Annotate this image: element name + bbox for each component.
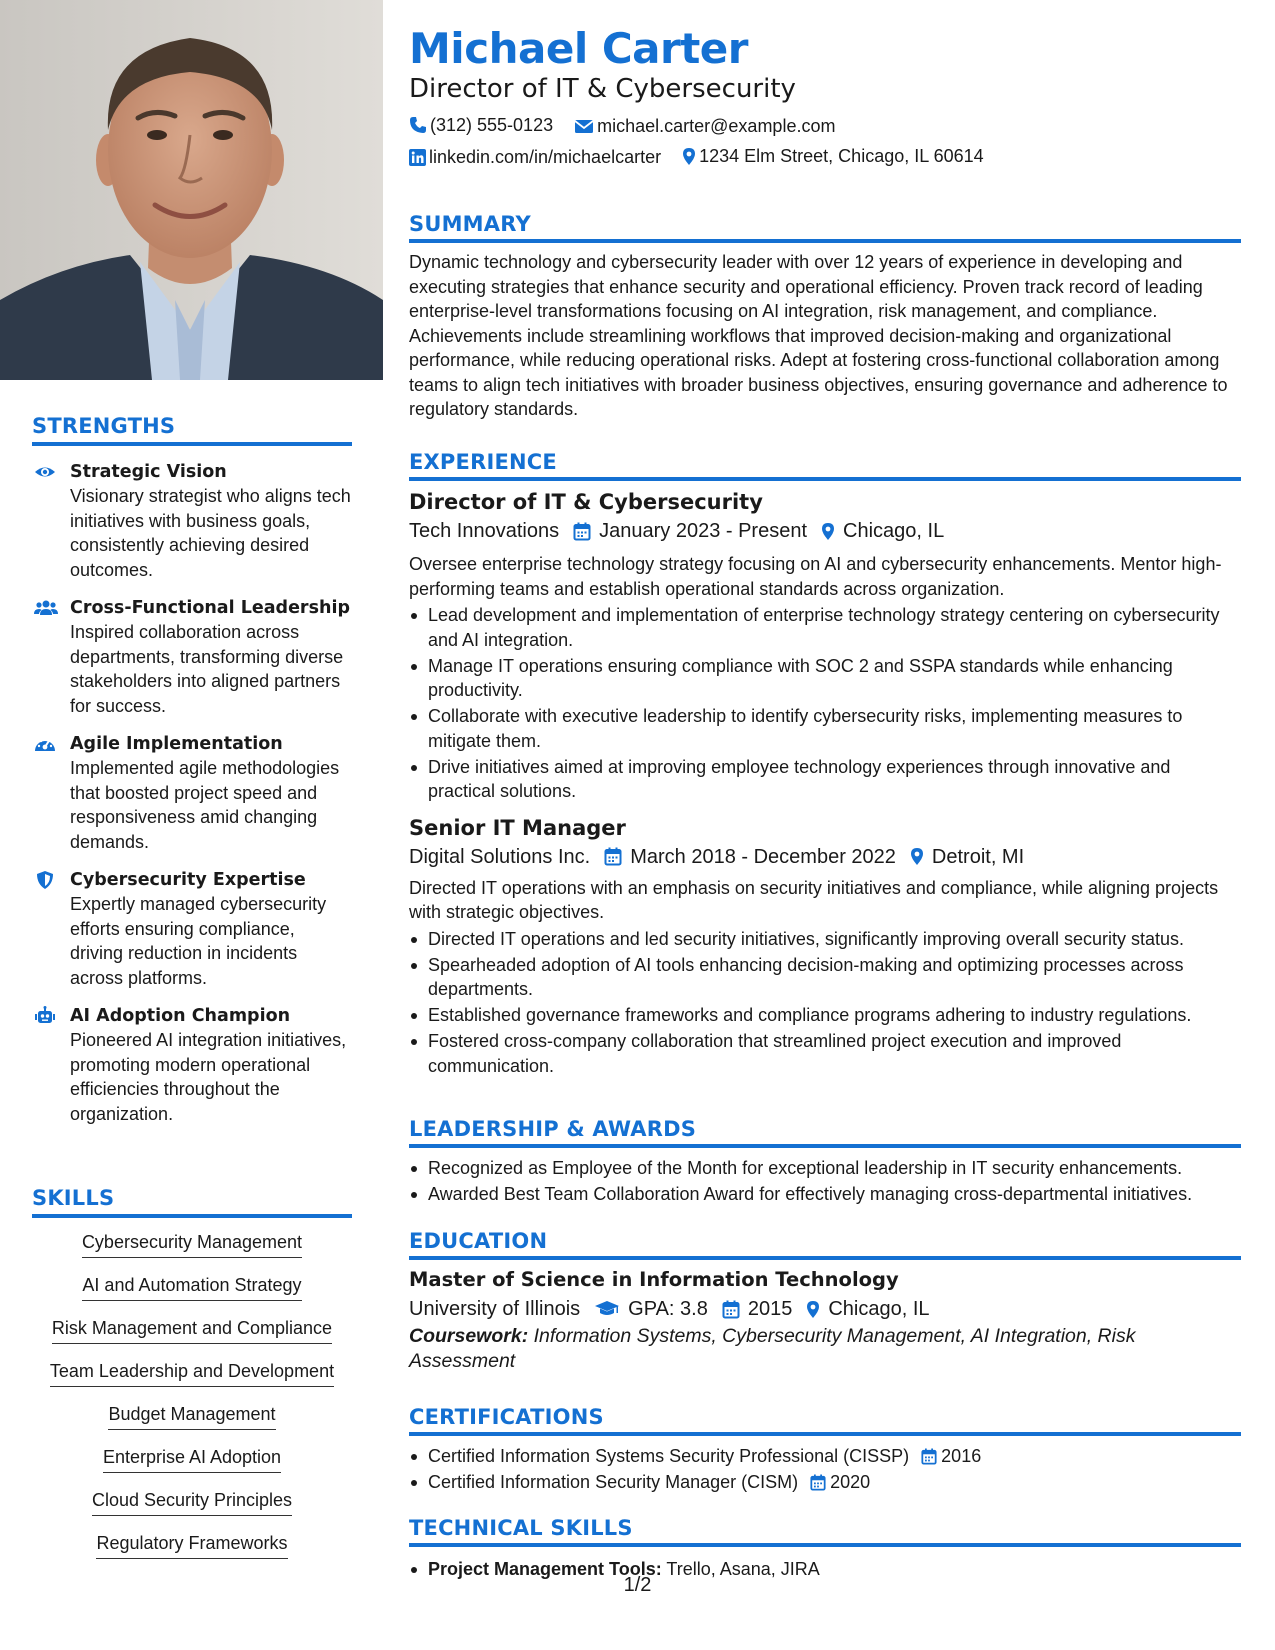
- job-meta: [409, 842, 1241, 872]
- job-location: Chicago, IL: [843, 520, 945, 542]
- sidebar: [0, 0, 383, 1650]
- calendar-icon: [604, 847, 622, 866]
- page-number: 1/2: [623, 1574, 652, 1596]
- certification-name: Certified Information Systems Security Professional (CISSP): [428, 1446, 910, 1466]
- strength-title: Strategic Vision: [70, 462, 227, 482]
- education-heading: EDUCATION: [409, 1229, 548, 1253]
- strength-title: AI Adoption Champion: [70, 1006, 291, 1026]
- job-entry: [409, 814, 1241, 1079]
- gauge-icon: [34, 734, 56, 754]
- degree-title: Master of Science in Information Technology: [409, 1268, 899, 1291]
- certification-item: [409, 1444, 1241, 1469]
- strength-description: Expertly managed cybersecurity efforts ensuring compliance, driving reduction in incidents across platforms.: [70, 894, 327, 988]
- strengths-heading: STRENGTHS: [32, 414, 176, 438]
- strength-title: Agile Implementation: [70, 734, 283, 754]
- technical-skill-label: Project Management Tools:: [428, 1559, 662, 1579]
- certifications-heading: CERTIFICATIONS: [409, 1405, 604, 1429]
- skill-tag: Enterprise AI Adoption: [103, 1445, 281, 1473]
- skills-heading: SKILLS: [32, 1186, 115, 1210]
- strength-description: Implemented agile methodologies that boosted project speed and responsiveness amid changing demands.: [70, 758, 340, 852]
- job-bullets: [409, 603, 1241, 804]
- experience-section: [409, 450, 1241, 1080]
- strength-title: Cross-Functional Leadership: [70, 598, 350, 618]
- certification-item: [409, 1470, 1241, 1495]
- calendar-icon: [573, 522, 591, 541]
- profile-photo: [0, 0, 383, 380]
- strengths-divider: [32, 442, 352, 446]
- awards-divider: [409, 1144, 1241, 1148]
- experience-divider: [409, 477, 1241, 481]
- award-item: Recognized as Employee of the Month for exceptional leadership in IT security enhancements.: [409, 1156, 1241, 1181]
- company-name: Tech Innovations: [409, 520, 560, 542]
- strength-description: Inspired collaboration across departments, transforming diverse stakeholders into aligned partners for success.: [70, 622, 344, 716]
- job-dates: March 2018 - December 2022: [630, 845, 896, 868]
- skill-tag: Risk Management and Compliance: [52, 1316, 332, 1344]
- coursework: [409, 1324, 1241, 1374]
- calendar-icon: [722, 1300, 740, 1319]
- eye-icon: [34, 462, 56, 482]
- strength-description: Pioneered AI integration initiatives, promoting modern operational efficiencies throughout the organization.: [70, 1030, 347, 1124]
- strength-title: Cybersecurity Expertise: [70, 870, 306, 890]
- coursework-text: Information Systems, Cybersecurity Management, AI Integration, Risk Assessment: [409, 1325, 1136, 1372]
- address-contact: [682, 144, 984, 168]
- email-text: michael.carter@example.com: [597, 116, 836, 136]
- job-summary: Directed IT operations with an emphasis on security initiatives and compliance, while aligning projects with strategic objectives.: [409, 877, 1219, 922]
- strength-item: [32, 868, 352, 990]
- candidate-name: Michael Carter: [409, 24, 748, 73]
- candidate-title: Director of IT & Cybersecurity: [409, 74, 796, 104]
- robot-icon: [34, 1006, 56, 1026]
- summary-heading: SUMMARY: [409, 212, 531, 236]
- job-bullets: [409, 927, 1241, 1079]
- job-bullet: Manage IT operations ensuring compliance with SOC 2 and SSPA standards while enhancing productivity.: [409, 654, 1241, 703]
- coursework-label: Coursework:: [409, 1325, 529, 1347]
- phone-contact[interactable]: [409, 113, 553, 137]
- shield-icon: [34, 870, 56, 890]
- calendar-icon: [921, 1448, 937, 1465]
- linkedin-text: linkedin.com/in/michaelcarter: [429, 147, 662, 167]
- job-title: Director of IT & Cybersecurity: [409, 490, 763, 514]
- map-pin-icon: [910, 847, 924, 866]
- award-item: Awarded Best Team Collaboration Award for effectively managing cross-departmental initiatives.: [409, 1182, 1241, 1207]
- users-icon: [34, 598, 56, 618]
- certifications-divider: [409, 1432, 1241, 1436]
- graduation-cap-icon: [594, 1300, 620, 1318]
- job-bullet: Established governance frameworks and compliance programs adhering to industry regulations.: [409, 1003, 1241, 1028]
- technical-skills-divider: [409, 1543, 1241, 1547]
- map-pin-icon: [682, 147, 696, 166]
- technical-skills-section: [409, 1516, 1241, 1583]
- graduation-year: 2015: [747, 1298, 793, 1320]
- strength-item: [32, 732, 352, 854]
- school-name: University of Illinois: [409, 1298, 581, 1320]
- map-pin-icon: [821, 522, 835, 541]
- strengths-section: [32, 414, 352, 1126]
- envelope-icon: [574, 118, 594, 134]
- job-summary: Oversee enterprise technology strategy focusing on AI and cybersecurity enhancements. Mentor high-performing teams and establish operational standards across organization.: [409, 554, 1222, 599]
- phone-icon: [409, 116, 427, 134]
- job-dates: January 2023 - Present: [599, 520, 808, 542]
- technical-skill-value: Trello, Asana, JIRA: [661, 1559, 820, 1579]
- summary-section: [409, 212, 1241, 422]
- job-meta: [409, 516, 1241, 546]
- address-text: 1234 Elm Street, Chicago, IL 60614: [699, 146, 984, 166]
- job-location: Detroit, MI: [931, 845, 1025, 868]
- certification-name: Certified Information Security Manager (CISM): [428, 1472, 799, 1492]
- email-contact[interactable]: [574, 114, 835, 138]
- calendar-icon: [810, 1474, 826, 1491]
- education-divider: [409, 1256, 1241, 1260]
- strength-item: [32, 596, 352, 718]
- job-bullet: Directed IT operations and led security initiatives, significantly improving overall security status.: [409, 927, 1241, 952]
- contact-row-2: [409, 144, 1000, 172]
- linkedin-contact[interactable]: [409, 145, 661, 169]
- skill-tag: Regulatory Frameworks: [96, 1531, 287, 1559]
- job-bullet: Spearheaded adoption of AI tools enhancing decision-making and optimizing processes across departments.: [409, 953, 1241, 1002]
- summary-text: Dynamic technology and cybersecurity leader with over 12 years of experience in developing and executing strategies that enhance security and operational efficiency. Proven track record of leading enterprise-level transformations focusing on AI integration, risk management, and compliance. Achievements include streamlining workflows that improved decision-making and organizational performance, while reducing operational risks. Adept at fostering cross-functional collaboration among teams to align tech initiatives with broader business objectives, ensuring governance and adherence to regulatory standards.: [409, 252, 1228, 419]
- certifications-section: [409, 1405, 1241, 1496]
- job-entry: [409, 488, 1241, 804]
- job-bullet: Lead development and implementation of enterprise technology strategy centering on cybersecurity and AI integration.: [409, 603, 1241, 652]
- job-bullet: Collaborate with executive leadership to identify cybersecurity risks, implementing measures to mitigate them.: [409, 704, 1241, 753]
- certifications-list: [409, 1444, 1241, 1495]
- skill-tag: Cloud Security Principles: [92, 1488, 292, 1516]
- strength-item: [32, 1004, 352, 1126]
- gpa-text: GPA: 3.8: [628, 1298, 708, 1320]
- technical-skills-heading: TECHNICAL SKILLS: [409, 1516, 633, 1540]
- job-title: Senior IT Manager: [409, 815, 626, 840]
- linkedin-icon: [409, 149, 426, 166]
- education-location: Chicago, IL: [828, 1298, 930, 1320]
- education-meta: [409, 1294, 1241, 1324]
- map-pin-icon: [806, 1300, 820, 1319]
- summary-divider: [409, 239, 1241, 243]
- contact-row-1: [409, 113, 851, 140]
- experience-heading: EXPERIENCE: [409, 450, 557, 474]
- skill-tag: Team Leadership and Development: [50, 1359, 334, 1387]
- strength-description: Visionary strategist who aligns tech initiatives with business goals, consistently achieving desired outcomes.: [70, 486, 351, 580]
- awards-list: [409, 1156, 1241, 1207]
- skills-divider: [32, 1214, 352, 1218]
- awards-heading: LEADERSHIP & AWARDS: [409, 1117, 697, 1141]
- skill-tag: Budget Management: [108, 1402, 275, 1430]
- job-bullet: Drive initiatives aimed at improving employee technology experiences through innovative and practical solutions.: [409, 755, 1241, 804]
- company-name: Digital Solutions Inc.: [409, 845, 591, 868]
- skills-list: [32, 1230, 352, 1574]
- awards-section: [409, 1117, 1241, 1208]
- job-bullet: Fostered cross-company collaboration that streamlined project execution and improved communication.: [409, 1029, 1241, 1078]
- education-section: [409, 1229, 1241, 1374]
- skill-tag: AI and Automation Strategy: [82, 1273, 301, 1301]
- skills-section: [32, 1186, 352, 1574]
- skill-tag: Cybersecurity Management: [82, 1230, 302, 1258]
- phone-text: (312) 555-0123: [430, 115, 554, 135]
- certification-year: 2016: [941, 1446, 982, 1466]
- certification-year: 2020: [830, 1472, 871, 1492]
- strength-item: [32, 460, 352, 582]
